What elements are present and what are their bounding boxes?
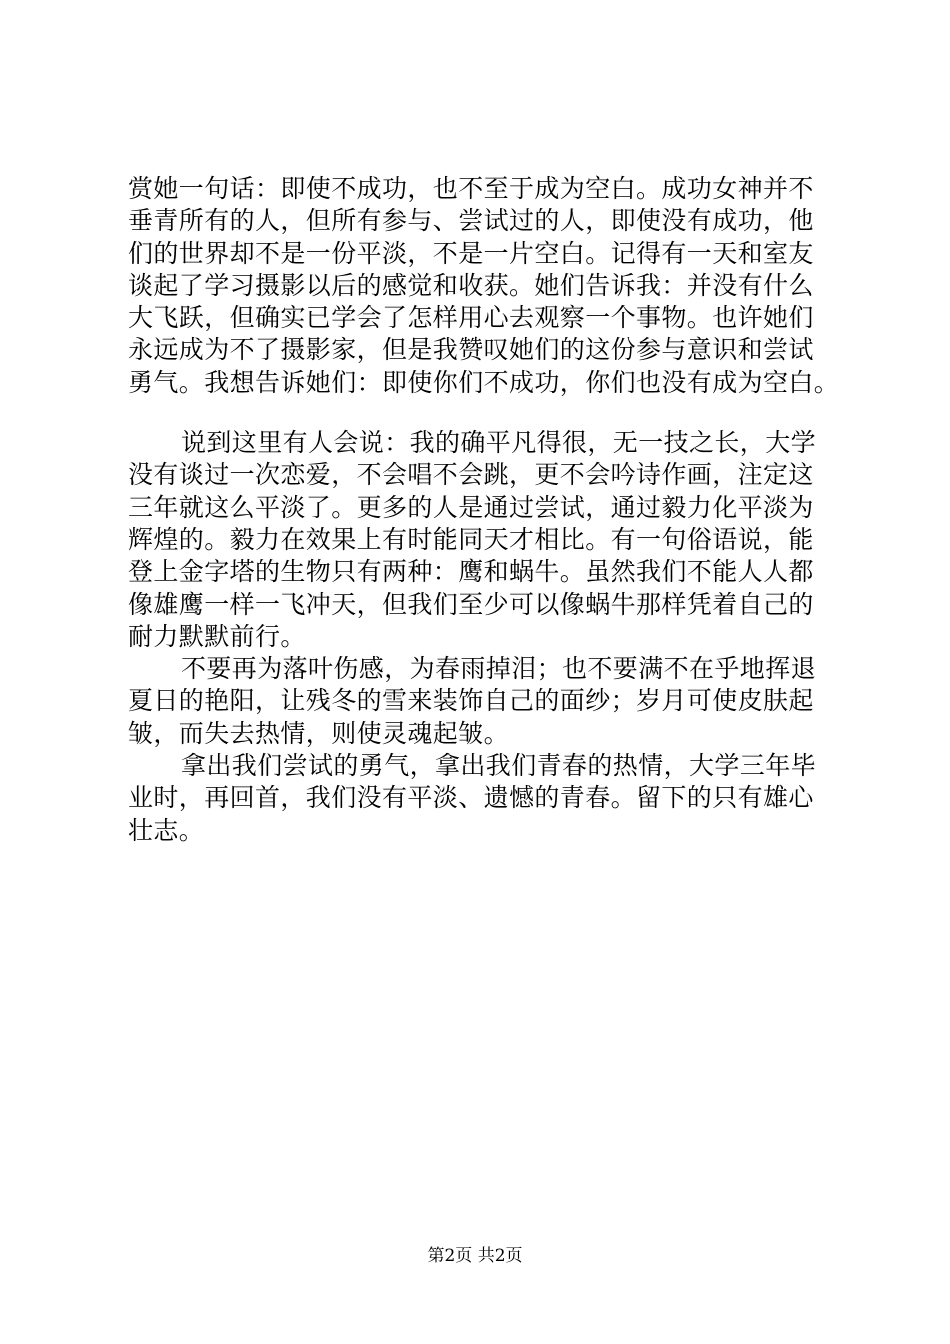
text-line: 永远成为不了摄影家，但是我赞叹她们的这份参与意识和尝试 [128, 335, 814, 365]
text-line: 垂青所有的人，但所有参与、尝试过的人，即使没有成功，他 [128, 206, 814, 236]
page-footer: 第2页 共2页 [427, 1246, 523, 1266]
text-line: 耐力默默前行。 [128, 621, 306, 651]
document-body [128, 173, 838, 847]
paragraph-spacer [128, 399, 838, 427]
text-line: 辉煌的。毅力在效果上有时能同天才相比。有一句俗语说，能 [128, 524, 814, 554]
text-line: 说到这里有人会说：我的确平凡得很，无一技之长，大学 [181, 428, 817, 458]
text-line: 像雄鹰一样一飞冲天，但我们至少可以像蜗牛那样凭着自己的 [128, 589, 814, 619]
text-line: 不要再为落叶伤感，为春雨掉泪；也不要满不在乎地挥退 [181, 654, 817, 684]
text-line: 拿出我们尝试的勇气，拿出我们青春的热情，大学三年毕 [181, 751, 817, 781]
paragraph-3 [128, 653, 838, 750]
text-line: 登上金字塔的生物只有两种：鹰和蜗牛。虽然我们不能人人都 [128, 557, 814, 587]
text-line: 业时，再回首，我们没有平淡、遗憾的青春。留下的只有雄心 [128, 783, 814, 813]
text-line: 勇气。我想告诉她们：即使你们不成功，你们也没有成为空白。 [128, 367, 840, 397]
text-line: 谈起了学习摄影以后的感觉和收获。她们告诉我：并没有什么 [128, 270, 814, 300]
text-line: 三年就这么平淡了。更多的人是通过尝试，通过毅力化平淡为 [128, 492, 814, 522]
text-line: 大飞跃，但确实已学会了怎样用心去观察一个事物。也许她们 [128, 303, 814, 333]
paragraph-2 [128, 427, 838, 653]
text-line: 赏她一句话：即使不成功，也不至于成为空白。成功女神并不 [128, 174, 814, 203]
text-line: 壮志。 [128, 815, 205, 845]
text-line: 皱，而失去热情，则使灵魂起皱。 [128, 718, 510, 748]
paragraph-4 [128, 750, 838, 847]
text-line: 夏日的艳阳，让残冬的雪来装饰自己的面纱；岁月可使皮肤起 [128, 686, 814, 716]
paragraph-1 [128, 173, 838, 399]
text-line: 们的世界却不是一份平淡，不是一片空白。记得有一天和室友 [128, 238, 814, 268]
text-line: 没有谈过一次恋爱，不会唱不会跳，更不会吟诗作画，注定这 [128, 460, 814, 490]
